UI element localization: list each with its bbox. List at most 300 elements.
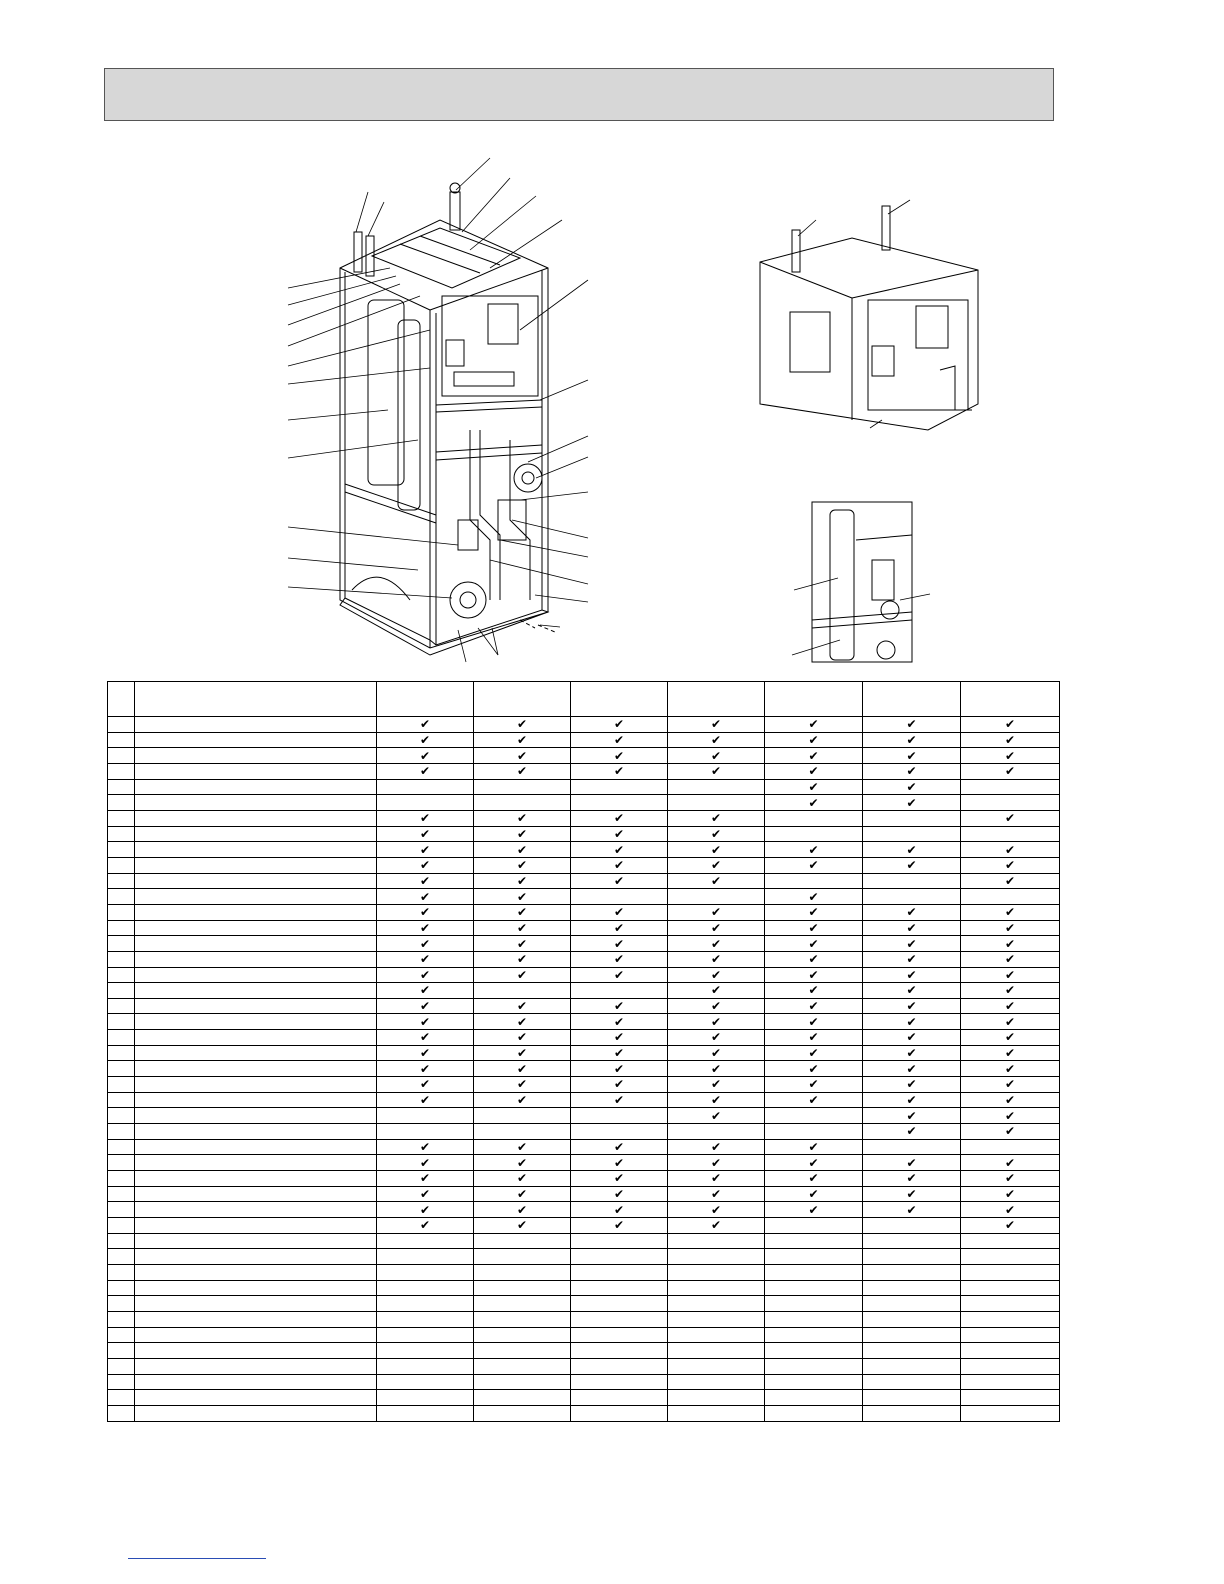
empty-cell	[571, 1358, 668, 1374]
empty-cell	[863, 1249, 961, 1265]
part-name-cell	[135, 732, 377, 748]
part-number-cell	[108, 717, 135, 733]
check-mark-icon: ✔	[571, 1218, 668, 1234]
check-mark-icon: ✔	[961, 763, 1060, 779]
check-mark-icon: ✔	[571, 920, 668, 936]
check-mark-icon: ✔	[377, 936, 474, 952]
part-name-cell	[135, 1186, 377, 1202]
table-row	[108, 1077, 1060, 1093]
check-mark-icon: ✔	[765, 779, 863, 795]
header-model	[863, 682, 961, 717]
check-mark-icon: ✔	[863, 920, 961, 936]
check-mark-icon: ✔	[765, 732, 863, 748]
empty-cell	[765, 1296, 863, 1312]
empty-cell	[668, 1374, 765, 1390]
empty-cell	[765, 1374, 863, 1390]
part-name-cell	[135, 842, 377, 858]
check-mark-icon: ✔	[474, 1030, 571, 1046]
check-mark-icon: ✔	[377, 873, 474, 889]
check-mark-icon: ✔	[863, 1202, 961, 1218]
empty-cell	[961, 1233, 1060, 1249]
check-mark-icon: ✔	[961, 857, 1060, 873]
part-number-cell	[108, 857, 135, 873]
empty-cell	[961, 1311, 1060, 1327]
check-mark-icon: ✔	[668, 1171, 765, 1187]
check-mark-icon: ✔	[377, 967, 474, 983]
empty-cell	[377, 1405, 474, 1421]
table-row	[108, 1249, 1060, 1265]
check-mark-icon: ✔	[668, 732, 765, 748]
table-row	[108, 1233, 1060, 1249]
part-name-cell	[135, 1108, 377, 1124]
empty-cell	[863, 810, 961, 826]
part-name-cell	[135, 889, 377, 905]
empty-cell	[668, 1296, 765, 1312]
check-mark-icon: ✔	[961, 873, 1060, 889]
check-mark-icon: ✔	[961, 748, 1060, 764]
empty-cell	[961, 1280, 1060, 1296]
check-mark-icon: ✔	[765, 904, 863, 920]
empty-cell	[863, 1264, 961, 1280]
empty-cell	[377, 1343, 474, 1359]
empty-cell	[863, 1358, 961, 1374]
part-name-cell	[135, 1358, 377, 1374]
check-mark-icon: ✔	[571, 748, 668, 764]
parts-compatibility-table	[107, 681, 1060, 1422]
table-row	[108, 1045, 1060, 1061]
part-number-cell	[108, 1092, 135, 1108]
check-mark-icon: ✔	[863, 998, 961, 1014]
check-mark-icon: ✔	[571, 936, 668, 952]
empty-cell	[474, 1390, 571, 1406]
part-name-cell	[135, 1045, 377, 1061]
table-row	[108, 857, 1060, 873]
part-name-cell	[135, 810, 377, 826]
part-number-cell	[108, 1030, 135, 1046]
check-mark-icon: ✔	[668, 1061, 765, 1077]
check-mark-icon: ✔	[571, 1092, 668, 1108]
check-mark-icon: ✔	[571, 1139, 668, 1155]
table-row	[108, 904, 1060, 920]
part-number-cell	[108, 967, 135, 983]
check-mark-icon: ✔	[765, 1092, 863, 1108]
empty-cell	[961, 826, 1060, 842]
check-mark-icon: ✔	[961, 1186, 1060, 1202]
part-name-cell	[135, 1124, 377, 1140]
part-number-cell	[108, 936, 135, 952]
check-mark-icon: ✔	[668, 1108, 765, 1124]
empty-cell	[961, 889, 1060, 905]
table-row	[108, 1092, 1060, 1108]
table-row	[108, 920, 1060, 936]
check-mark-icon: ✔	[474, 810, 571, 826]
part-number-cell	[108, 1249, 135, 1265]
part-number-cell	[108, 1358, 135, 1374]
check-mark-icon: ✔	[668, 1014, 765, 1030]
table-row	[108, 1124, 1060, 1140]
empty-cell	[571, 1390, 668, 1406]
empty-cell	[765, 1311, 863, 1327]
check-mark-icon: ✔	[571, 1014, 668, 1030]
check-mark-icon: ✔	[474, 748, 571, 764]
check-mark-icon: ✔	[377, 1218, 474, 1234]
check-mark-icon: ✔	[474, 732, 571, 748]
part-number-cell	[108, 1202, 135, 1218]
empty-cell	[474, 1358, 571, 1374]
part-name-cell	[135, 1030, 377, 1046]
empty-cell	[863, 1405, 961, 1421]
check-mark-icon: ✔	[571, 1202, 668, 1218]
table-row	[108, 967, 1060, 983]
check-mark-icon: ✔	[571, 951, 668, 967]
check-mark-icon: ✔	[961, 1014, 1060, 1030]
part-name-cell	[135, 967, 377, 983]
table-row	[108, 1390, 1060, 1406]
check-mark-icon: ✔	[377, 1092, 474, 1108]
check-mark-icon: ✔	[961, 1124, 1060, 1140]
check-mark-icon: ✔	[765, 967, 863, 983]
check-mark-icon: ✔	[377, 717, 474, 733]
part-number-cell	[108, 763, 135, 779]
check-mark-icon: ✔	[863, 763, 961, 779]
part-number-cell	[108, 795, 135, 811]
check-mark-icon: ✔	[474, 936, 571, 952]
check-mark-icon: ✔	[668, 951, 765, 967]
check-mark-icon: ✔	[668, 748, 765, 764]
check-mark-icon: ✔	[474, 717, 571, 733]
empty-cell	[571, 983, 668, 999]
empty-cell	[668, 779, 765, 795]
part-number-cell	[108, 1061, 135, 1077]
empty-cell	[474, 1264, 571, 1280]
check-mark-icon: ✔	[961, 1077, 1060, 1093]
part-number-cell	[108, 1139, 135, 1155]
empty-cell	[765, 1343, 863, 1359]
check-mark-icon: ✔	[668, 1077, 765, 1093]
part-name-cell	[135, 1077, 377, 1093]
part-number-cell	[108, 1171, 135, 1187]
empty-cell	[377, 795, 474, 811]
check-mark-icon: ✔	[474, 1139, 571, 1155]
part-name-cell	[135, 857, 377, 873]
check-mark-icon: ✔	[571, 1171, 668, 1187]
part-number-cell	[108, 1296, 135, 1312]
table-row	[108, 1186, 1060, 1202]
empty-cell	[474, 1124, 571, 1140]
empty-cell	[474, 1374, 571, 1390]
check-mark-icon: ✔	[571, 732, 668, 748]
check-mark-icon: ✔	[377, 857, 474, 873]
part-number-cell	[108, 873, 135, 889]
part-number-cell	[108, 748, 135, 764]
check-mark-icon: ✔	[863, 842, 961, 858]
check-mark-icon: ✔	[474, 1155, 571, 1171]
check-mark-icon: ✔	[961, 1092, 1060, 1108]
part-number-cell	[108, 1327, 135, 1343]
empty-cell	[961, 1296, 1060, 1312]
part-name-cell	[135, 763, 377, 779]
main-unit-drawing	[340, 183, 555, 655]
check-mark-icon: ✔	[765, 1045, 863, 1061]
table-row	[108, 1405, 1060, 1421]
part-name-cell	[135, 936, 377, 952]
check-mark-icon: ✔	[571, 904, 668, 920]
table-row	[108, 951, 1060, 967]
header-model	[377, 682, 474, 717]
check-mark-icon: ✔	[668, 1092, 765, 1108]
empty-cell	[961, 1139, 1060, 1155]
header-model	[765, 682, 863, 717]
check-mark-icon: ✔	[961, 842, 1060, 858]
empty-cell	[571, 1264, 668, 1280]
table-row	[108, 1311, 1060, 1327]
check-mark-icon: ✔	[377, 889, 474, 905]
check-mark-icon: ✔	[377, 1030, 474, 1046]
header-model	[668, 682, 765, 717]
empty-cell	[571, 1124, 668, 1140]
empty-cell	[765, 1280, 863, 1296]
empty-cell	[765, 1390, 863, 1406]
check-mark-icon: ✔	[571, 1077, 668, 1093]
check-mark-icon: ✔	[765, 763, 863, 779]
check-mark-icon: ✔	[961, 717, 1060, 733]
empty-cell	[377, 1233, 474, 1249]
empty-cell	[961, 1374, 1060, 1390]
check-mark-icon: ✔	[668, 1030, 765, 1046]
part-name-cell	[135, 951, 377, 967]
check-mark-icon: ✔	[571, 1186, 668, 1202]
empty-cell	[961, 1390, 1060, 1406]
table-row	[108, 1030, 1060, 1046]
check-mark-icon: ✔	[377, 748, 474, 764]
check-mark-icon: ✔	[863, 1108, 961, 1124]
check-mark-icon: ✔	[474, 889, 571, 905]
part-number-cell	[108, 1014, 135, 1030]
check-mark-icon: ✔	[474, 951, 571, 967]
check-mark-icon: ✔	[765, 1186, 863, 1202]
empty-cell	[765, 1249, 863, 1265]
check-mark-icon: ✔	[765, 1171, 863, 1187]
check-mark-icon: ✔	[474, 857, 571, 873]
part-name-cell	[135, 779, 377, 795]
empty-cell	[863, 1139, 961, 1155]
check-mark-icon: ✔	[765, 842, 863, 858]
empty-cell	[377, 1108, 474, 1124]
check-mark-icon: ✔	[474, 1014, 571, 1030]
check-mark-icon: ✔	[765, 1030, 863, 1046]
empty-cell	[765, 1233, 863, 1249]
check-mark-icon: ✔	[765, 857, 863, 873]
empty-cell	[863, 1296, 961, 1312]
part-number-cell	[108, 889, 135, 905]
empty-cell	[765, 1327, 863, 1343]
part-name-cell	[135, 1311, 377, 1327]
check-mark-icon: ✔	[377, 763, 474, 779]
part-number-cell	[108, 904, 135, 920]
empty-cell	[961, 1327, 1060, 1343]
check-mark-icon: ✔	[377, 1186, 474, 1202]
empty-cell	[474, 1343, 571, 1359]
table-row	[108, 1218, 1060, 1234]
part-name-cell	[135, 1264, 377, 1280]
header-part-name	[135, 682, 377, 717]
check-mark-icon: ✔	[474, 920, 571, 936]
empty-cell	[668, 1327, 765, 1343]
empty-cell	[765, 1405, 863, 1421]
check-mark-icon: ✔	[377, 1077, 474, 1093]
empty-cell	[668, 1124, 765, 1140]
empty-cell	[863, 889, 961, 905]
empty-cell	[571, 1343, 668, 1359]
table-row	[108, 748, 1060, 764]
check-mark-icon: ✔	[377, 826, 474, 842]
table-row	[108, 1061, 1060, 1077]
empty-cell	[377, 1311, 474, 1327]
check-mark-icon: ✔	[668, 983, 765, 999]
empty-cell	[961, 1264, 1060, 1280]
check-mark-icon: ✔	[377, 998, 474, 1014]
empty-cell	[668, 1343, 765, 1359]
check-mark-icon: ✔	[863, 1077, 961, 1093]
check-mark-icon: ✔	[765, 936, 863, 952]
empty-cell	[863, 1311, 961, 1327]
empty-cell	[571, 1296, 668, 1312]
check-mark-icon: ✔	[571, 1045, 668, 1061]
empty-cell	[765, 1218, 863, 1234]
empty-cell	[961, 779, 1060, 795]
unit-parts-drawing	[0, 0, 1224, 680]
check-mark-icon: ✔	[765, 1155, 863, 1171]
check-mark-icon: ✔	[863, 1155, 961, 1171]
empty-cell	[571, 779, 668, 795]
table-row	[108, 936, 1060, 952]
check-mark-icon: ✔	[571, 826, 668, 842]
part-name-cell	[135, 1296, 377, 1312]
check-mark-icon: ✔	[377, 810, 474, 826]
check-mark-icon: ✔	[668, 1202, 765, 1218]
part-name-cell	[135, 1405, 377, 1421]
empty-cell	[377, 1280, 474, 1296]
empty-cell	[765, 1108, 863, 1124]
empty-cell	[377, 1390, 474, 1406]
check-mark-icon: ✔	[961, 936, 1060, 952]
check-mark-icon: ✔	[961, 1045, 1060, 1061]
check-mark-icon: ✔	[863, 1171, 961, 1187]
table-row	[108, 795, 1060, 811]
check-mark-icon: ✔	[668, 1155, 765, 1171]
footer-link-underline[interactable]	[128, 1558, 266, 1559]
check-mark-icon: ✔	[961, 1202, 1060, 1218]
part-number-cell	[108, 732, 135, 748]
check-mark-icon: ✔	[765, 1061, 863, 1077]
part-name-cell	[135, 795, 377, 811]
table-row	[108, 1155, 1060, 1171]
check-mark-icon: ✔	[863, 717, 961, 733]
empty-cell	[474, 1233, 571, 1249]
check-mark-icon: ✔	[765, 1139, 863, 1155]
check-mark-icon: ✔	[571, 1061, 668, 1077]
part-number-cell	[108, 1186, 135, 1202]
empty-cell	[961, 1343, 1060, 1359]
table-row	[108, 1171, 1060, 1187]
check-mark-icon: ✔	[961, 967, 1060, 983]
empty-cell	[765, 810, 863, 826]
check-mark-icon: ✔	[668, 1045, 765, 1061]
check-mark-icon: ✔	[377, 1171, 474, 1187]
check-mark-icon: ✔	[571, 967, 668, 983]
check-mark-icon: ✔	[961, 920, 1060, 936]
check-mark-icon: ✔	[571, 857, 668, 873]
table-row	[108, 1139, 1060, 1155]
check-mark-icon: ✔	[377, 1061, 474, 1077]
check-mark-icon: ✔	[765, 748, 863, 764]
check-mark-icon: ✔	[474, 1061, 571, 1077]
table-row	[108, 1280, 1060, 1296]
empty-cell	[571, 1311, 668, 1327]
check-mark-icon: ✔	[765, 795, 863, 811]
check-mark-icon: ✔	[863, 1061, 961, 1077]
part-name-cell	[135, 1343, 377, 1359]
table-row	[108, 889, 1060, 905]
table-row	[108, 1343, 1060, 1359]
table-header-row	[108, 682, 1060, 717]
empty-cell	[377, 1264, 474, 1280]
empty-cell	[571, 1405, 668, 1421]
check-mark-icon: ✔	[863, 936, 961, 952]
table-row	[108, 810, 1060, 826]
empty-cell	[571, 1374, 668, 1390]
check-mark-icon: ✔	[961, 951, 1060, 967]
check-mark-icon: ✔	[377, 732, 474, 748]
check-mark-icon: ✔	[474, 1218, 571, 1234]
check-mark-icon: ✔	[571, 842, 668, 858]
check-mark-icon: ✔	[961, 1108, 1060, 1124]
check-mark-icon: ✔	[863, 951, 961, 967]
empty-cell	[474, 1249, 571, 1265]
empty-cell	[863, 826, 961, 842]
part-number-cell	[108, 1155, 135, 1171]
table-row	[108, 1264, 1060, 1280]
part-number-cell	[108, 779, 135, 795]
check-mark-icon: ✔	[961, 998, 1060, 1014]
check-mark-icon: ✔	[863, 967, 961, 983]
empty-cell	[668, 889, 765, 905]
empty-cell	[377, 1124, 474, 1140]
check-mark-icon: ✔	[765, 717, 863, 733]
check-mark-icon: ✔	[863, 732, 961, 748]
check-mark-icon: ✔	[474, 1202, 571, 1218]
empty-cell	[961, 795, 1060, 811]
empty-cell	[863, 1280, 961, 1296]
check-mark-icon: ✔	[377, 842, 474, 858]
table-row	[108, 1374, 1060, 1390]
empty-cell	[571, 1280, 668, 1296]
empty-cell	[961, 1405, 1060, 1421]
empty-cell	[474, 795, 571, 811]
table-row	[108, 1202, 1060, 1218]
part-number-cell	[108, 1264, 135, 1280]
part-number-cell	[108, 1280, 135, 1296]
check-mark-icon: ✔	[961, 1030, 1060, 1046]
part-number-cell	[108, 1218, 135, 1234]
check-mark-icon: ✔	[961, 810, 1060, 826]
table-row	[108, 1327, 1060, 1343]
check-mark-icon: ✔	[474, 1045, 571, 1061]
check-mark-icon: ✔	[377, 951, 474, 967]
check-mark-icon: ✔	[765, 1014, 863, 1030]
part-name-cell	[135, 1155, 377, 1171]
empty-cell	[765, 1264, 863, 1280]
